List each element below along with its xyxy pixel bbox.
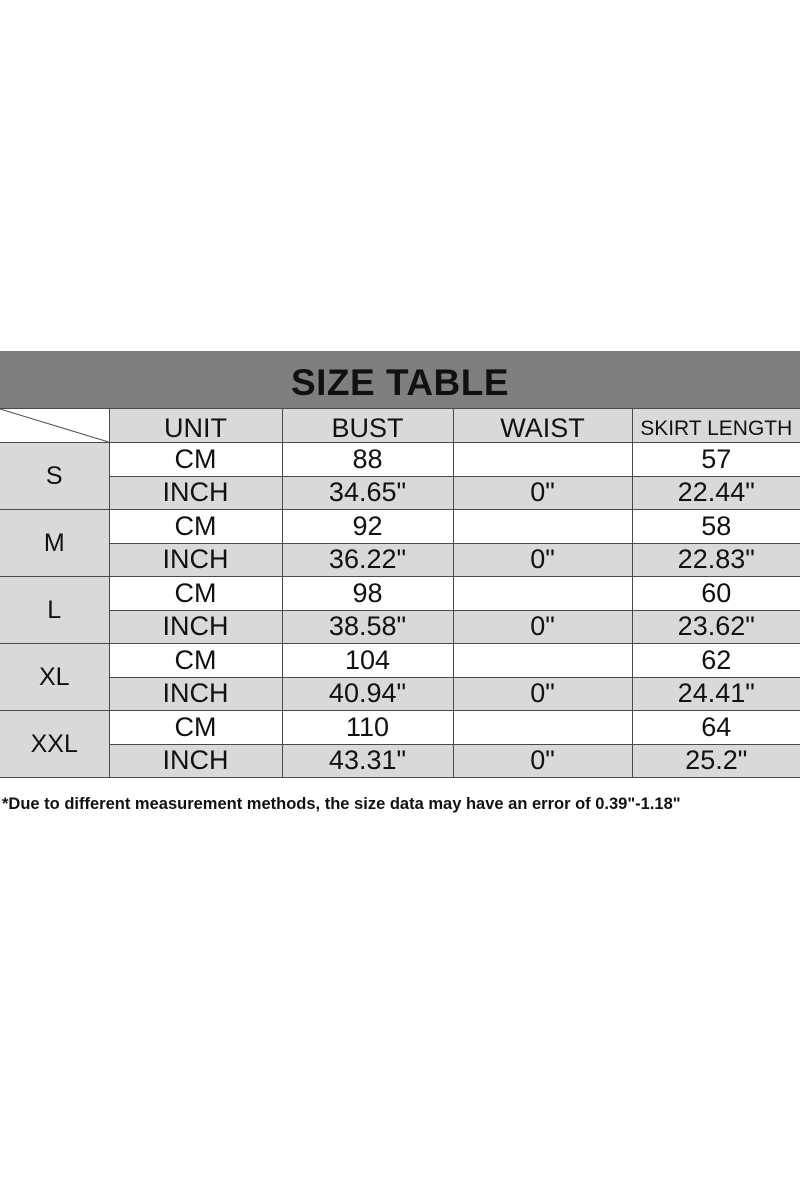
unit-cell: CM — [109, 644, 282, 678]
table-row — [0, 711, 800, 745]
size-label: L — [0, 577, 109, 644]
unit-cell: INCH — [109, 543, 282, 577]
size-label: M — [0, 510, 109, 577]
measurement-footnote: *Due to different measurement methods, the size data may have an error of 0.39"-1.18" — [2, 795, 681, 813]
diagonal-line-icon — [0, 409, 109, 442]
waist-cell: 0" — [453, 476, 632, 510]
unit-cell: INCH — [109, 744, 282, 778]
skirt-length-cell: 25.2" — [632, 744, 800, 778]
column-header-skirt-length: SKIRT LENGTH — [632, 409, 800, 443]
waist-cell — [453, 443, 632, 477]
column-header-waist: WAIST — [453, 409, 632, 443]
unit-cell: INCH — [109, 610, 282, 644]
bust-cell: 110 — [282, 711, 453, 745]
unit-cell: INCH — [109, 677, 282, 711]
corner-cell — [0, 409, 109, 443]
waist-cell — [453, 510, 632, 544]
table-row — [0, 577, 800, 611]
bust-cell: 104 — [282, 644, 453, 678]
skirt-length-cell: 22.44" — [632, 476, 800, 510]
unit-cell: CM — [109, 443, 282, 477]
column-header-unit: UNIT — [109, 409, 282, 443]
skirt-length-cell: 58 — [632, 510, 800, 544]
unit-cell: CM — [109, 711, 282, 745]
waist-cell — [453, 577, 632, 611]
column-header-bust: BUST — [282, 409, 453, 443]
bust-cell: 40.94" — [282, 677, 453, 711]
size-label: S — [0, 443, 109, 510]
table-row — [0, 443, 800, 477]
bust-cell: 92 — [282, 510, 453, 544]
waist-cell: 0" — [453, 610, 632, 644]
skirt-length-cell: 57 — [632, 443, 800, 477]
table-row — [0, 677, 800, 711]
skirt-length-cell: 64 — [632, 711, 800, 745]
size-table-title: SIZE TABLE — [0, 351, 800, 408]
skirt-length-cell: 23.62" — [632, 610, 800, 644]
waist-cell — [453, 644, 632, 678]
size-label: XL — [0, 644, 109, 711]
table-row — [0, 543, 800, 577]
skirt-length-cell: 62 — [632, 644, 800, 678]
skirt-length-cell: 60 — [632, 577, 800, 611]
bust-cell: 34.65" — [282, 476, 453, 510]
table-row — [0, 610, 800, 644]
table-row — [0, 644, 800, 678]
table-row — [0, 476, 800, 510]
table-header-row — [0, 409, 800, 443]
waist-cell: 0" — [453, 744, 632, 778]
unit-cell: INCH — [109, 476, 282, 510]
unit-cell: CM — [109, 577, 282, 611]
waist-cell: 0" — [453, 543, 632, 577]
table-row — [0, 744, 800, 778]
size-label: XXL — [0, 711, 109, 778]
skirt-length-cell: 24.41" — [632, 677, 800, 711]
waist-cell: 0" — [453, 677, 632, 711]
bust-cell: 88 — [282, 443, 453, 477]
bust-cell: 38.58" — [282, 610, 453, 644]
size-chart — [0, 351, 800, 778]
bust-cell: 98 — [282, 577, 453, 611]
table-row — [0, 510, 800, 544]
bust-cell: 43.31" — [282, 744, 453, 778]
skirt-length-cell: 22.83" — [632, 543, 800, 577]
size-table — [0, 408, 800, 778]
unit-cell: CM — [109, 510, 282, 544]
waist-cell — [453, 711, 632, 745]
bust-cell: 36.22" — [282, 543, 453, 577]
